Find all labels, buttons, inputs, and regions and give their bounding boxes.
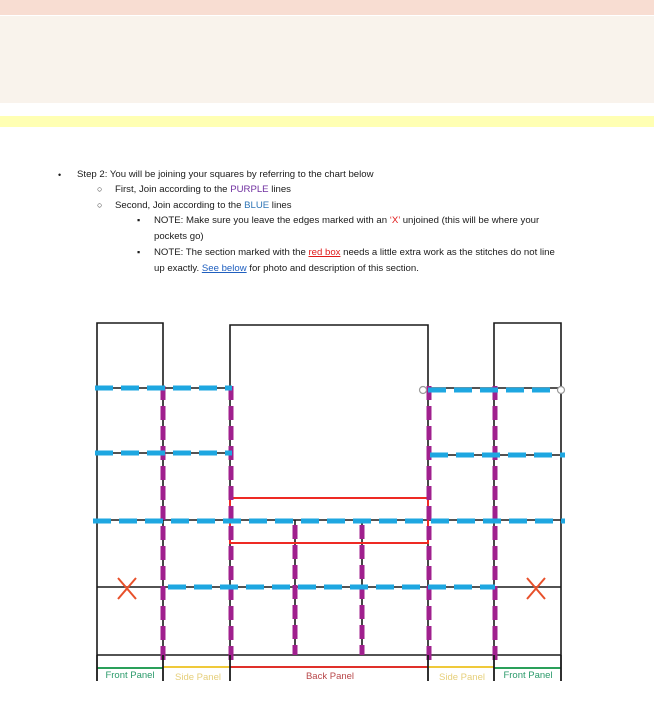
sub-item-purple-suffix: lines [268,184,291,195]
x-quote-open: ‘ [389,215,392,226]
note-1-line-2: pockets go) [154,231,204,242]
x-mark-icon-right [527,578,545,599]
panel-label-side-right: Side Panel [439,672,485,683]
step-bullet: • [58,170,62,180]
panel-label-front-right: Front Panel [503,670,553,681]
handle-circle-icon [558,387,565,394]
sub-item-purple-prefix: First, Join according to the [115,184,231,195]
note-bullet-2: ▪ [137,247,141,257]
note-1-prefix: NOTE: Make sure you leave the edges marked with an [154,215,390,226]
purple-keyword: PURPLE [230,184,269,195]
sub-item-blue-suffix: lines [269,200,292,211]
sub-bullet-1: ○ [97,184,103,194]
step-text: Step 2: You will be joining your squares by referring to the chart below [77,169,374,180]
x-keyword: X [391,215,399,226]
note-2-line2-prefix: up exactly. [154,263,202,274]
x-quote-close: ’ [398,215,401,226]
handle-circle-icon [420,387,427,394]
left-front-column-outline [97,323,163,655]
right-front-column-outline [494,323,561,655]
note-1-suffix: unjoined (this will be where your [400,215,540,226]
x-mark-icon-left [118,578,136,599]
sub-bullet-2: ○ [97,200,103,210]
note-bullet-1: ▪ [137,215,141,225]
see-below-link[interactable]: See below [201,263,247,274]
panel-label-side-left: Side Panel [175,672,221,683]
blue-keyword: BLUE [244,200,270,211]
panel-label-back: Back Panel [305,671,355,682]
panel-label-front-left: Front Panel [105,670,155,681]
red-box-keyword: red box [308,247,341,258]
square-outlines [97,323,561,655]
note-2-line2-suffix: for photo and description of this section. [246,263,419,274]
note-2-prefix: NOTE: The section marked with the [154,247,309,258]
back-panel-outline [230,325,428,655]
note-2-suffix: needs a little extra work as the stitches do not line [340,247,555,258]
sub-item-blue-prefix: Second, Join according to the [115,200,245,211]
